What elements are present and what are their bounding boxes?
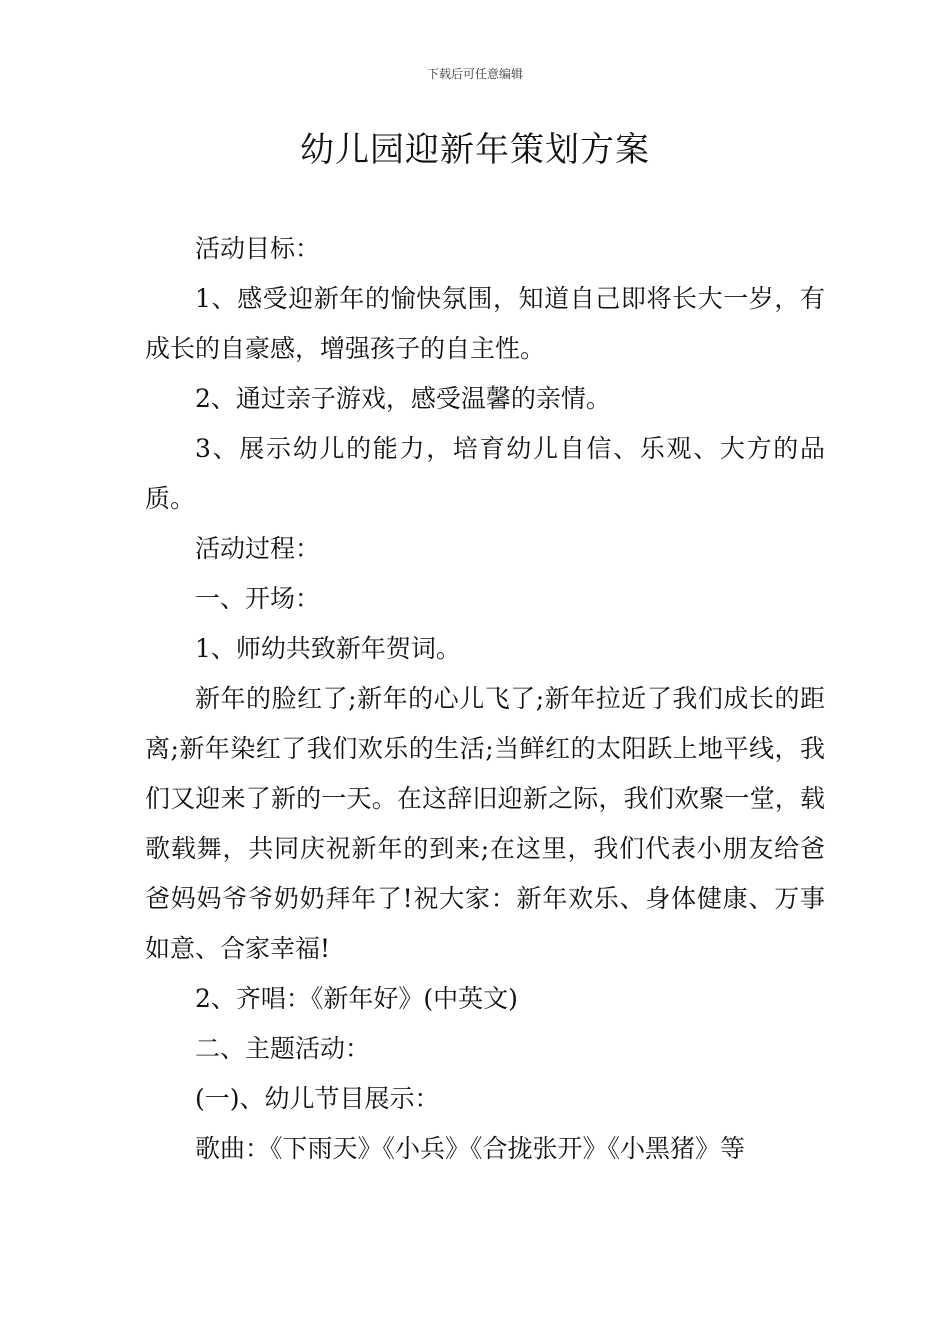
- paragraph-songs: 歌曲：《下雨天》《小兵》《合拢张开》《小黑猪》等: [195, 1134, 746, 1163]
- paragraph-activity-goals-heading: 活动目标：: [195, 234, 321, 263]
- document-body: [145, 224, 825, 1174]
- document-title: 幼儿园迎新年策划方案: [300, 130, 650, 170]
- paragraph-activity-process-heading: 活动过程：: [195, 534, 321, 563]
- paragraph-goal-3: 3、展示幼儿的能力，培育幼儿自信、乐观、大方的品质。: [145, 434, 825, 513]
- header-note: 下载后可任意编辑: [426, 67, 523, 81]
- paragraph-goal-1: 1、感受迎新年的愉快氛围，知道自己即将长大一岁，有成长的自豪感，增强孩子的自主性。: [145, 284, 825, 363]
- paragraph-opening-item-2: 2、齐唱：《新年好》(中英文): [195, 984, 518, 1013]
- paragraph-opening-heading: 一、开场：: [195, 584, 321, 613]
- paragraph-opening-item-1: 1、师幼共致新年贺词。: [195, 634, 461, 663]
- paragraph-performance-heading: (一)、幼儿节目展示：: [195, 1084, 440, 1113]
- paragraph-new-year-greeting: 新年的脸红了;新年的心儿飞了;新年拉近了我们成长的距离;新年染红了我们欢乐的生活;当鲜红的太阳跃上地平线，我们又迎来了新的一天。在这辞旧迎新之际，我们欢聚一堂，载歌载舞，共同庆祝新年的到来;在这里，我们代表小朋友给爸爸妈妈爷爷奶奶拜年了!祝大家：新年欢乐、身体健康、万事如意、合家幸福!: [145, 684, 825, 963]
- paragraph-goal-2: 2、通过亲子游戏，感受温馨的亲情。: [195, 384, 611, 413]
- paragraph-theme-activity-heading: 二、主题活动：: [195, 1034, 371, 1063]
